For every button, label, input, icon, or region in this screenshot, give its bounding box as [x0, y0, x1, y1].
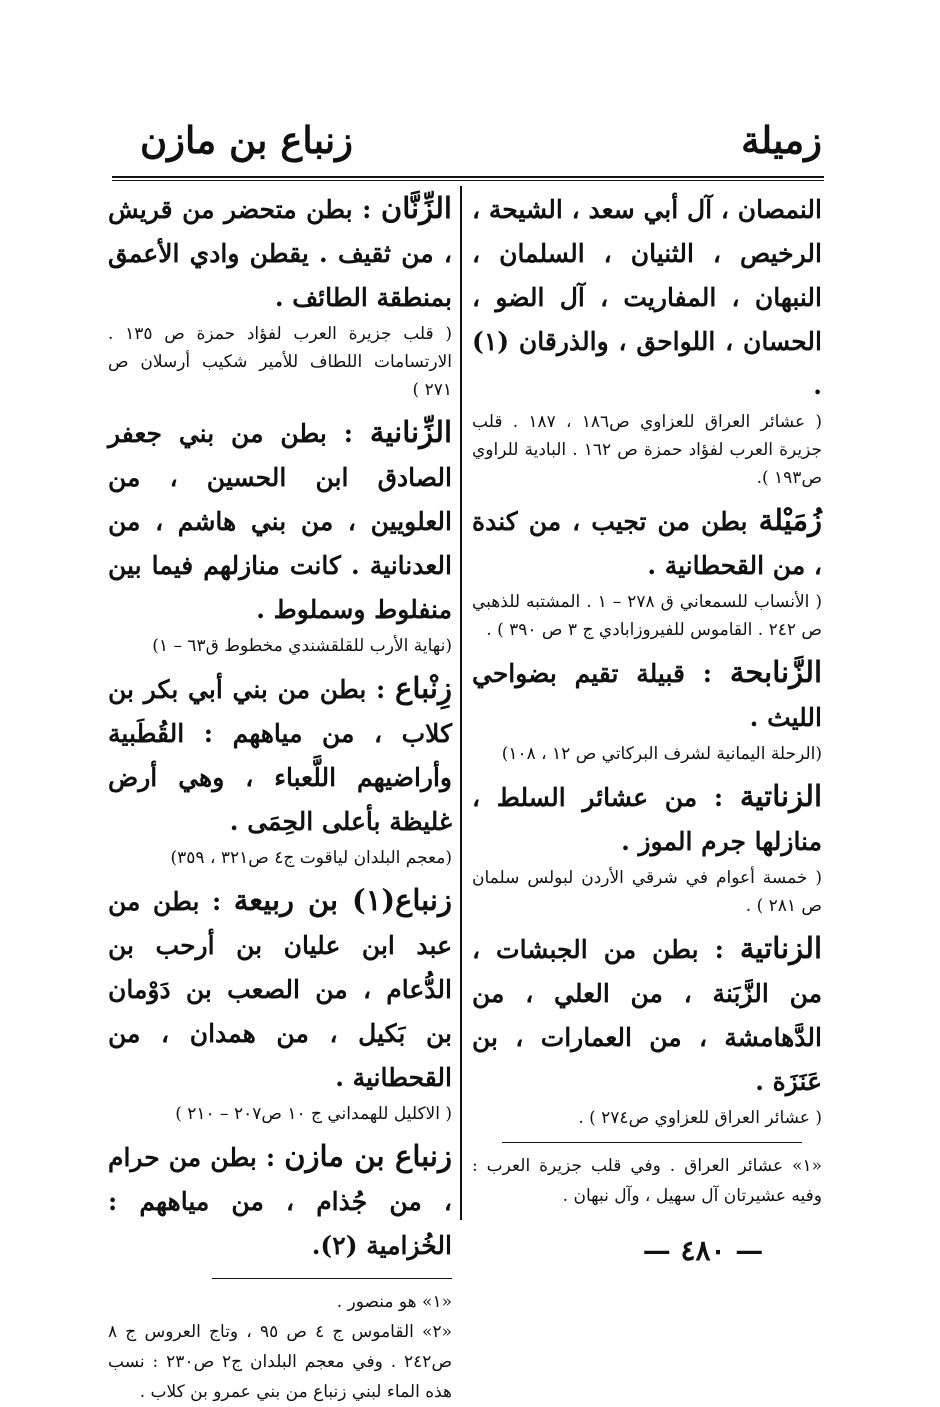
- entry: [108, 666, 452, 844]
- entry-text: : قبيلة تقيم بضواحي الليث .: [472, 659, 822, 732]
- entry-text: : بطن من بني جعفر الصادق ابن الحسين ، من العلويين ، من بني هاشم ، من العدنانية . كانت منازلهم فيما بين منفلوط وسملوط .: [108, 419, 452, 624]
- footnote: «١» عشائر العراق . وفي قلب جزيرة العرب : وفيه عشيرتان آل سهيل ، وآل نبهان .: [472, 1156, 822, 1206]
- entry-text: : بطن من الجبشات ، من الزَّبَنة ، من العلي ، من الدَّهامشة ، من العمارات ، بن عَنَزَة .: [472, 935, 822, 1096]
- entry-source: ( قلب جزيرة العرب لفؤاد حمزة ص ١٣٥ . الارتسامات اللطاف للأمير شكيب أرسلان ص ٢٧١ ): [108, 324, 452, 400]
- entry-headword: زُمَيْلة: [758, 503, 822, 537]
- entry-source: (الرحلة اليمانية لشرف البركاتي ص ١٢ ، ١٠٨): [501, 744, 822, 764]
- left-column: [108, 186, 452, 1407]
- entry-headword: زِنْباع: [395, 671, 452, 705]
- entry: [472, 650, 822, 740]
- running-header: [112, 118, 822, 174]
- entry-headword: الزناتية: [739, 931, 822, 965]
- page-number: — ٤٨٠ —: [642, 1234, 764, 1267]
- entry-headword: الزناتية: [739, 779, 822, 813]
- entry-source: (نهاية الأرب للقلقشندي مخطوط ق٦٣ – ١): [152, 636, 452, 656]
- entry-source: (معجم البلدان لياقوت ج٤ ص٣٢١ ، ٣٥٩): [170, 848, 452, 868]
- entry: [472, 498, 822, 588]
- entry: [108, 410, 452, 632]
- entry-source: ( خمسة أعوام في شرقي الأردن لبولس سلمان ص ٢٨١ ) .: [472, 868, 822, 916]
- entry-source: ( عشائر العراق للعزاوي ص٢٧٤ ) .: [578, 1108, 822, 1128]
- entry: [108, 878, 452, 1100]
- entry-headword: الزِّنانية: [369, 415, 452, 449]
- entry-text: : من عشائر السلط ، منازلها جرم الموز .: [472, 783, 822, 856]
- right-column: [472, 186, 822, 1211]
- entry-source: ( الاكليل للهمداني ج ١٠ ص٢٠٧ – ٢١٠ ): [175, 1104, 452, 1124]
- footnote: «٢» القاموس ج ٤ ص ٩٥ ، وتاج العروس ج ٨ ص٢٤٢ . وفي معجم البلدان ج٢ ص٢٣٠ : نسب هذه الماء لبني زنباع من بني عمرو بن كلاب .: [108, 1322, 452, 1402]
- entry: [472, 774, 822, 864]
- entry-text: النمصان ، آل أبي سعد ، الشيحة ، الرخيص ، الثنيان ، السلمان ، النبهان ، المفاريت ، آل الضو ، الحسان ، اللواحق ، والذرقان (١) .: [472, 195, 822, 400]
- entry-text: : بطن من حرام ، من جُذام ، من مياههم : الخُزامية (٢).: [108, 1143, 452, 1260]
- footnote-rule: [212, 1278, 452, 1279]
- entry-headword: زنباع بن مازن: [284, 1139, 452, 1173]
- entry: [108, 186, 452, 320]
- footnote: «١» هو منصور .: [336, 1292, 452, 1312]
- header-rule: [112, 176, 824, 178]
- entry-text: : بطن متحضر من قريش ، من ثقيف . يقطن وادي الأعمق بمنطقة الطائف .: [108, 195, 452, 312]
- footnote-rule: [502, 1142, 802, 1143]
- entry-headword: زنباع(١) بن ربيعة: [233, 883, 452, 917]
- entry-headword: الزَّنابحة: [729, 655, 822, 689]
- header-rule-thin: [112, 180, 824, 181]
- entry: [472, 186, 822, 408]
- header-left-title: زنباع بن مازن: [140, 118, 354, 162]
- entry: [108, 1134, 452, 1268]
- entry-text: : بطن من عبد ابن عليان بن أرحب بن الدُّعام ، من الصعب بن دَوْمان بن بَكيل ، من همدان ، من القحطانية .: [108, 887, 452, 1092]
- entry-text: : بطن من بني أبي بكر بن كلاب ، من مياههم : القُطَبية وأراضيهم اللَّعباء ، وهي أرض غليظة بأعلى الحِمَى .: [108, 675, 452, 836]
- header-right-title: زميلة: [741, 118, 822, 162]
- entry-headword: الزِّنَّان: [380, 191, 452, 225]
- entry-text: بطن من تجيب ، من كندة ، من القحطانية .: [472, 507, 822, 580]
- entry-source: ( الأنساب للسمعاني ق ٢٧٨ – ١ . المشتبه للذهبي ص ٢٤٢ . القاموس للفيروزابادي ج ٣ ص ٣٩٠ ) .: [472, 592, 822, 640]
- entry-source: ( عشائر العراق للعزاوي ص١٨٦ ، ١٨٧ . قلب جزيرة العرب لفؤاد حمزة ص ١٦٢ . البادية للراوي ص١٩٣ ).: [472, 412, 823, 488]
- column-divider: [460, 186, 462, 1220]
- entry: [472, 926, 822, 1104]
